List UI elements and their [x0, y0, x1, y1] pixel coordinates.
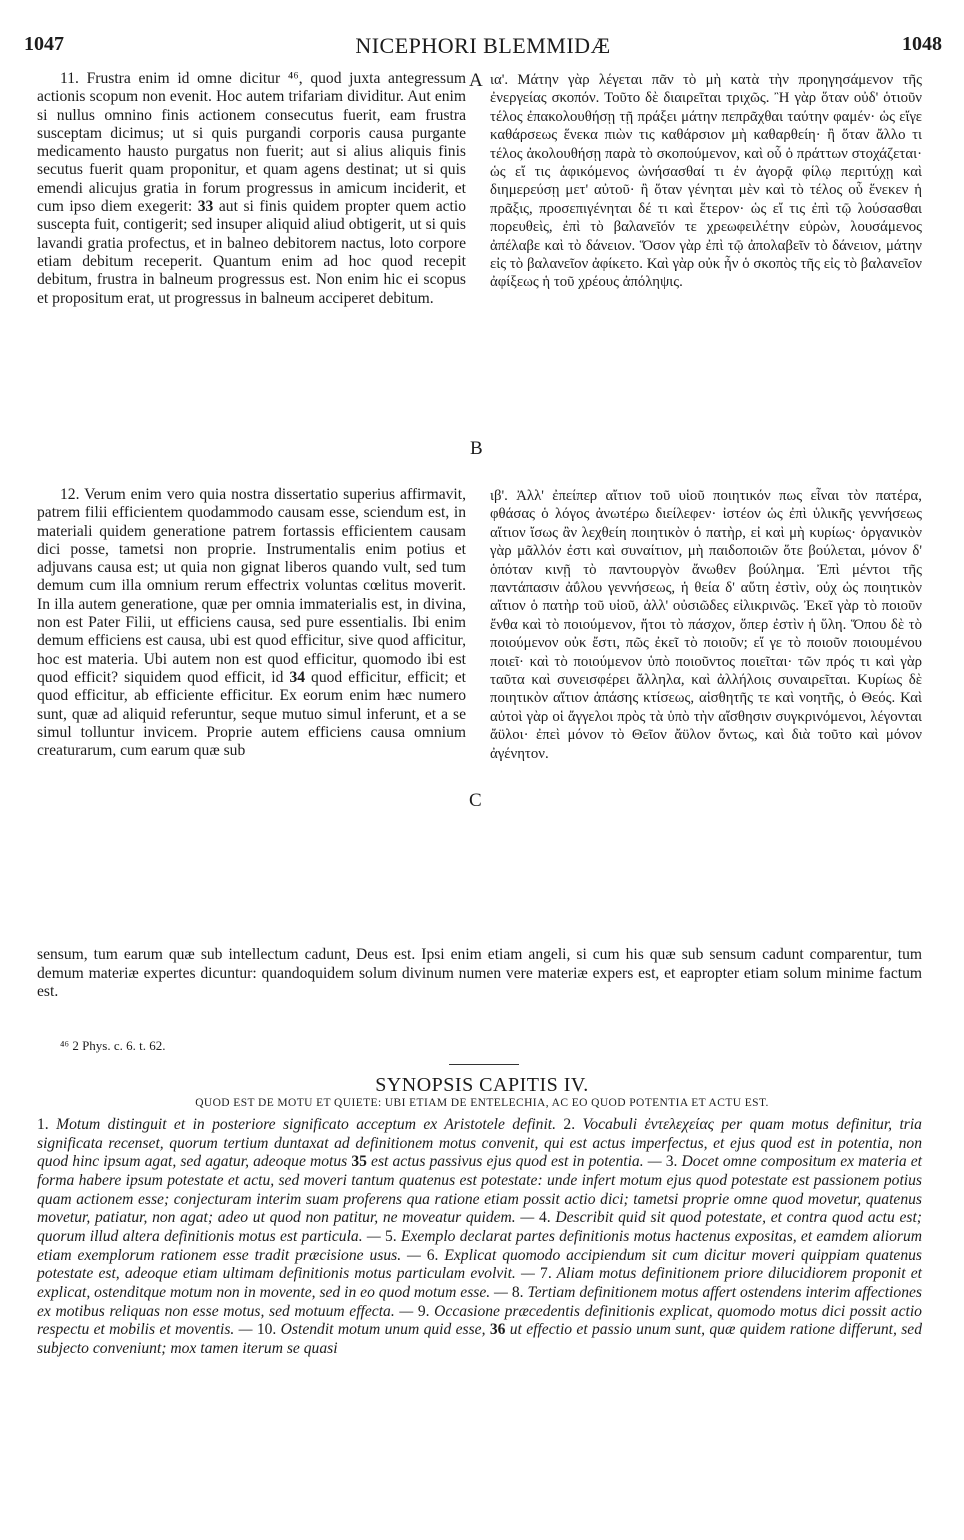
synopsis-number: 7. — [540, 1265, 552, 1283]
synopsis-item: Explicat quomodo accipiendum sit cum dicitur moveri quippiam quatenus potestate est, adeoque etiam ultimam definitionis motus particulam evolvit. — — [37, 1246, 922, 1283]
synopsis-item: ut effectio et passio unum sunt, quæ quidem ratione differunt, sed subjecto conveniunt; mox tamen iterum se quasi — [37, 1321, 923, 1357]
column-number-left: 1047 — [24, 33, 64, 55]
synopsis-item: Docet omne compositum ex materia et forma habere ipsum potestate et actu, sed moveri tantum quatenus est potestate: unde infert motum ejus quod potestate est passionem potius quam actionem esse; conjecturam interim suam proferens qua ratione etiam possit actio dici; tametsi proprie omne quod movetur, quatenus movetur, patiatur, non agat; adeo ut quod non patitur, ne moveatur quidem. — — [37, 1153, 922, 1227]
synopsis-item: Ostendit motum unum quid esse, — [276, 1321, 490, 1339]
synopsis-number: 9. — [417, 1302, 430, 1320]
greek-section-11 — [490, 71, 922, 292]
synopsis-number: 1. — [37, 1116, 49, 1133]
synopsis-body — [37, 1116, 922, 1359]
migne-column-marker: 33 — [197, 198, 214, 216]
synopsis-number: 5. — [384, 1227, 397, 1245]
margin-letter-b: B — [470, 438, 483, 459]
synopsis-subtitle: QUOD EST DE MOTU ET QUIETE: UBI ETIAM DE ENTELECHIA, AC EO QUOD POTENTIA ET ACTU EST. — [195, 1097, 769, 1109]
synopsis-number: 8. — [511, 1283, 524, 1301]
migne-column-marker: 34 — [289, 668, 306, 686]
synopsis-number: 6. — [426, 1246, 439, 1264]
latin-section-12 — [37, 486, 466, 760]
synopsis-item: Vocabuli ἐντελεχείας per quam motus definitur, tria significata recenset, quorum tertium duntaxat ad definitionem motus convenit, qui est actus imperfectus, et ejus quod est in potentia, non quod hinc ipsum agat, sed agatur, adeoque motus — [37, 1116, 922, 1171]
greek-section-12 — [490, 487, 922, 763]
latin-text-12-continued: quod efficitur, efficit; et quod efficitur, ab efficiente efficitur. Ex eorum enim hæc numero sunt, quæ ad aliquid referuntur, seque mutuo simul inferunt, et a se simul tolluntur invicem. Proprie autem efficiens causa omnium creaturarum, cum earum quæ sub — [37, 668, 466, 760]
greek-text-12: ιβ'. Ἀλλ' ἐπείπερ αἴτιον τοῦ υἱοῦ ποιητικόν πως εἶναι τὸν πατέρα, φθάσας ὁ λόγος ἀνωτέρω διείλεφεν· ἰστέον ὡς ἐπὶ ὑλικῆς γεννήσεως αἴτιον ἴσως ἂν λεχθείη ποιητικὸν ὁ πατὴρ, εἰ καὶ μὴ κυρίως· ὀργανικὸν γὰρ μᾶλλόν ἐστι καὶ συναίτιον, μὴ παιδοποιῶν ὅτε βούλεται, μόνον δ' ὁπόταν κινῇ τὸ παντουργὸν ἄνωθεν βούλημα. Ἐπὶ μέντοι τῆς παντάπασιν ἀΰλου γεννήσεως, ἡ θεία δ' αὕτη ἐστὶν, οὐχ ὡς ποιητικὸν αἴτιον ὁ πατὴρ τοῦ υἱοῦ, ἀλλ' οὐσιῶδες εἰλικρινῶς. Ἐκεῖ γὰρ τὸ ποιοῦν ἔνθα καὶ τὸ ποιούμενον, ἤτοι τὸ πάσχον, ὅπερ ἐστὶν ἡ ὕλη. Ὅπου δὲ τὸ ποιούμενον οὐκ ἔστι, πῶς ἐκεῖ τὸ ποιοῦν; εἴ γε τὸ ποιοῦν ποιουμένου ποιεῖ· καὶ τὸ ποιούμενον ὑπὸ ποιοῦντος ποιεῖται· τῶν πρός τι καὶ γὰρ ταῦτα καὶ συνεισφέρει ἄλληλα, καὶ ἀλλήλοις συναιρεῖται. Κυρίως δὲ ποιητικὸν αἴτιον ἁπάσης κτίσεως, αἰσθητῆς τε καὶ νοητῆς, ὁ Θεός. Καὶ αὐτοὶ γὰρ οἱ ἄγγελοι πρὸς τὰ ὑπὸ τὴν αἴσθησιν συγκρινόμενοι, λέγονται ἄϋλοι· ἐπεὶ μόνον τὸ Θεῖον ἄϋλον ὄντως, καὶ διὰ τοῦτο καὶ μόνον ἀγένητον. — [490, 488, 922, 762]
synopsis-number: 10. — [256, 1321, 277, 1339]
latin-text-12: 12. Verum enim vero quia nostra dissertatio superius affirmavit, patrem filii efficientem quodammodo causam esse, sciendum est, in materiali quidem generatione patrem fortassis efficientem causam dici posse, tametsi non proprie. Instrumentalis enim potius et adjuvans causa est; ut quia non gignat liberos quando vult, sed tum demum cum illa omnium rerum effectrix voluntas cœlitus moverit. In illa autem generatione, quæ per omnia immaterialis est, in divina, non est Pater Filii, ut efficiens causa, sed pure essentialis. Ibi enim demum efficiens est causa, ubi est quod efficitur, sive quod afficitur, hoc est materia. Ubi autem non est quod efficitur, quomodo ibi est quod efficit? siquidem quod efficit, id — [37, 486, 466, 686]
synopsis-item: est actus passivus ejus quod est in potentia. — — [366, 1153, 666, 1171]
synopsis-item: Occasione præcedentis definitionis explicat, quomodo motus dici possit actio respectu et mobilis et moventis. — — [37, 1302, 922, 1339]
footnote: ⁴⁶ 2 Phys. c. 6. t. 62. — [60, 1038, 166, 1053]
synopsis-title: SYNOPSIS CAPITIS IV. — [375, 1074, 589, 1096]
full-width-paragraph — [37, 946, 922, 1002]
latin-text-11: 11. Frustra enim id omne dicitur ⁴⁶, quod juxta antegressum actionis scopum non evenit. Hoc autem trifariam dividitur. Aut enim si nullus omnino finis actionem consecutus fuerit, eam frustra susceptam dicimus; ut si quis purgandi corporis causa purgante medicamento hausto purgatus non fuerit; aut si alius aliquis finis secutus fuerit quam proponitur, et quam agens destinat; ut si quis emendi alicujus gratia in forum progressus in amicum inciderit, et cum ipso diem exegerit: — [37, 70, 466, 216]
migne-column-marker: 36 — [489, 1321, 506, 1339]
greek-text-11: ια'. Μάτην γὰρ λέγεται πᾶν τὸ μὴ κατὰ τὴν προηγησάμενον τῆς ἐνεργείας σκοπόν. Τοῦτο δὲ διαιρεῖται τριχῶς. Ἢ γὰρ ὅταν οὐδ' ὁτιοῦν τέλος ἐπακολουθήσῃ τῇ πράξει μάτην πεπρᾶχθαι ταύτην φαμέν· ὡς εἴγε καθάρσεως ἕνεκα πιὼν τις καθάρσιον μὴ καθαρθείη· ἢ ὅταν ἄλλο τι τέλος ἀκολουθήσῃ παρὰ τὸ σκοπούμενον, καὶ οὗ ὁ πράττων στοχάζεται· ὡς εἴ τις ἀφικόμενος ὠνήσασθαί τι ἐν ἀγορᾷ φίλῳ περιτύχῃ καὶ διημερεύσῃ μετ' αὐτοῦ· ἢ ὅταν γένηται μὲν καὶ τὸ τέλος οὗ ἕνεκεν ἡ πρᾶξις, προσεπιγένηται δέ τι καὶ ἕτερον· ὡς εἴ τις ἐπὶ τῷ λούσασθαι πορευθεὶς, ἐπὶ τὸ βαλανεῖόν τε χρεωφειλέτην εὑρὼν, λουσάμενος ἀπέλαβε καὶ τὸ δάνειον. Ὅσον γὰρ ἐπὶ τῷ ἀπολαβεῖν τὸ δάνειον, μάτην εἰς τὸ βαλανεῖον ἀφίκετο. Καὶ γὰρ οὐκ ἦν ὁ σκοπὸς τῆς εἰς τὸ βαλανεῖον ἀφίξεως ἡ τοῦ χρέους ἀπόληψις. — [490, 72, 922, 291]
latin-section-11 — [37, 70, 466, 308]
page-header — [24, 33, 942, 59]
synopsis-item: Describit quid sit quod potestate, et contra quod actu est; quorum illud altera definitionis motus est particula. — — [37, 1209, 922, 1245]
margin-letter-a: A — [469, 70, 483, 91]
synopsis-number: 3. — [665, 1153, 678, 1171]
synopsis-item: Exemplo declarat partes definitionis motus hactenus expositas, et eamdem aliorum etiam exemplorum rationem esse tradit præcisione usus. — — [37, 1227, 922, 1264]
synopsis-number: 2. — [563, 1116, 576, 1133]
synopsis-item: Tertiam definitionem motus affert ostendens interim affectiones ex motibus reliquas non esse motus, sed motuum effecta. — — [37, 1283, 922, 1320]
synopsis-number: 4. — [538, 1209, 551, 1227]
synopsis-item: Aliam motus definitionem priore dilucidiorem proponit et explicat, ostenditque motum non in movente, sed in eo quod motum esse. — — [37, 1265, 923, 1301]
migne-column-marker: 35 — [351, 1153, 367, 1171]
latin-text-11-continued: aut si finis quidem propter quem actio suscepta fuit, contigerit; sed insuper aliquid aliud obtigerit, ut si quis lavandi gratia profectus, et in balneo debitorem nactus, loto corpore etiam debitum receperit. Quantum enim ad hoc quod recepit debitum, frustra in balneum progressus est. Non enim hic ei scopus et propositum erat, ut progressus in balneum acciperet debitum. — [37, 198, 467, 307]
column-number-right: 1048 — [902, 33, 942, 55]
section-rule — [449, 1064, 519, 1065]
running-title: NICEPHORI BLEMMIDÆ — [355, 33, 611, 58]
synopsis-item: Motum distinguit et in posteriore significato acceptum ex Aristotele definit. — [48, 1116, 564, 1133]
margin-letter-c: C — [469, 790, 482, 811]
full-width-text: sensum, tum earum quæ sub intellectum cadunt, Deus est. Ipsi enim etiam angeli, si cum his quæ sub sensum cadunt comparentur, tum demum materiæ expertes dicuntur: quandoquidem solum divinum numen vere materiæ expers est, et eapropter etiam solum minime factum est. — [37, 946, 922, 1000]
